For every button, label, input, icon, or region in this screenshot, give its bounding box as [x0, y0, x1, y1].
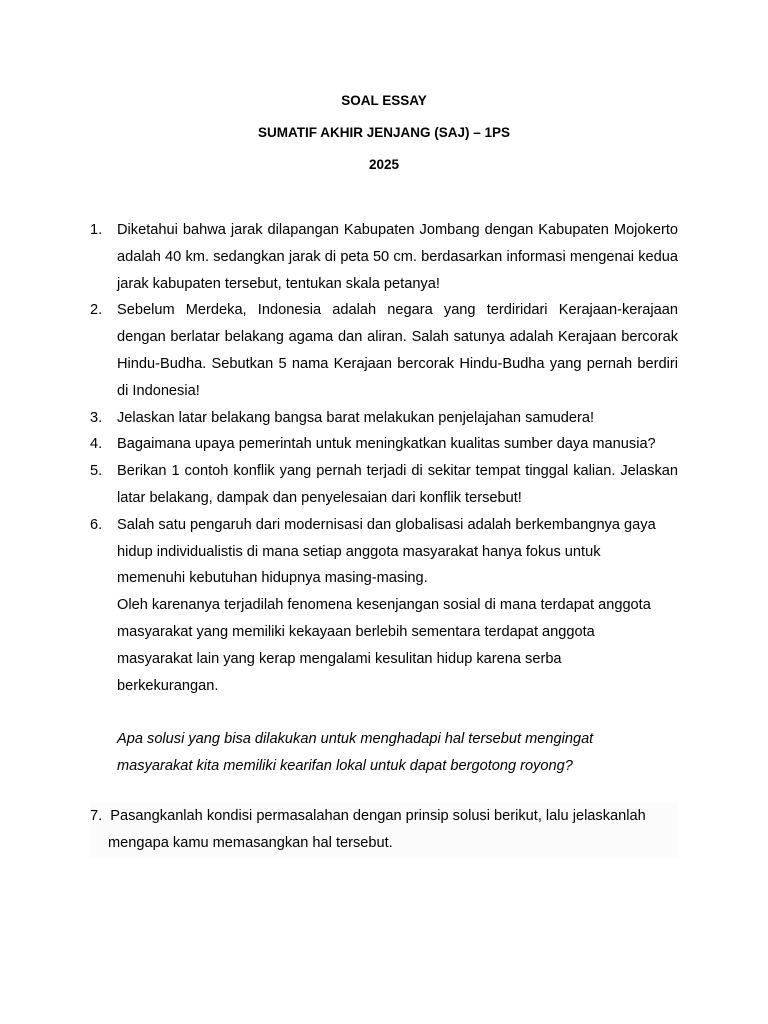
question-text: Pasangkanlah kondisi permasalahan dengan prinsip solusi berikut, lalu jelaskanlah — [110, 808, 646, 824]
question-text-line: Salah satu pengaruh dari modernisasi dan globalisasi adalah berkembangnya gaya — [117, 516, 656, 533]
question-text-line: mengapa kamu memasangkan hal tersebut. — [108, 834, 393, 851]
question-text-line: memenuhi kebutuhan hidupnya masing-masing. — [117, 570, 428, 587]
question-text-line: berkekurangan. — [117, 677, 219, 694]
question-list — [90, 217, 678, 780]
question-prompt-line: masyarakat kita memiliki kearifan lokal untuk dapat bergotong royong? — [117, 757, 573, 774]
question-number: 1. — [90, 222, 103, 238]
question-item-4 — [90, 431, 678, 458]
question-item-2 — [90, 297, 678, 404]
question-number: 5. — [90, 463, 103, 480]
question-number: 2. — [90, 302, 103, 319]
question-item-5 — [90, 458, 678, 512]
document-title: SOAL ESSAY — [341, 93, 427, 108]
document-year: 2025 — [368, 157, 400, 172]
question-text-line: Oleh karenanya terjadilah fenomena kesenjangan sosial di mana terdapat anggota — [117, 597, 651, 614]
question-item-1 — [90, 217, 678, 297]
question-number: 4. — [90, 436, 103, 453]
question-text: Berikan 1 contoh konflik yang pernah terjadi di sekitar tempat tinggal kalian. Jelaskan latar belakang, dampak dan penyelesaian dari konflik tersebut! — [117, 463, 678, 506]
paragraph-spacer — [117, 699, 678, 726]
question-text: Sebelum Merdeka, Indonesia adalah negara yang terdiridari Kerajaan-kerajaan dengan berlatar belakang agama dan aliran. Salah satunya adalah Kerajaan bercorak Hindu-Budha. Sebutkan 5 nama Kerajaan bercorak Hindu-Budha yang pernah berdiri di Indonesia! — [117, 302, 678, 399]
question-number: 6. — [90, 516, 103, 533]
question-prompt-line: Apa solusi yang bisa dilakukan untuk menghadapi hal tersebut mengingat — [117, 731, 594, 748]
question-item-3 — [90, 405, 678, 432]
question-number: 7. — [90, 808, 103, 824]
question-text: Bagaimana upaya pemerintah untuk meningkatkan kualitas sumber daya manusia? — [117, 436, 656, 453]
question-text-line: masyarakat yang memiliki kekayaan berlebih sementara terdapat anggota — [117, 623, 595, 640]
question-number: 3. — [90, 409, 103, 426]
question-text-line: hidup individualistis di mana setiap anggota masyarakat hanya fokus untuk — [117, 543, 601, 560]
question-text-line: masyarakat lain yang kerap mengalami kesulitan hidup karena serba — [117, 650, 562, 667]
question-item-7 — [90, 803, 678, 857]
question-text: Diketahui bahwa jarak dilapangan Kabupaten Jombang dengan Kabupaten Mojokerto adalah 40 km. sedangkan jarak di peta 50 cm. berdasarkan informasi mengenai kedua jarak kabupaten tersebut, tentukan skala petanya! — [117, 222, 678, 292]
question-text-line — [90, 803, 678, 830]
document-subtitle: SUMATIF AKHIR JENJANG (SAJ) – 1PS — [257, 125, 511, 140]
question-item-6 — [90, 512, 678, 780]
question-text: Jelaskan latar belakang bangsa barat melakukan penjelajahan samudera! — [117, 409, 595, 426]
